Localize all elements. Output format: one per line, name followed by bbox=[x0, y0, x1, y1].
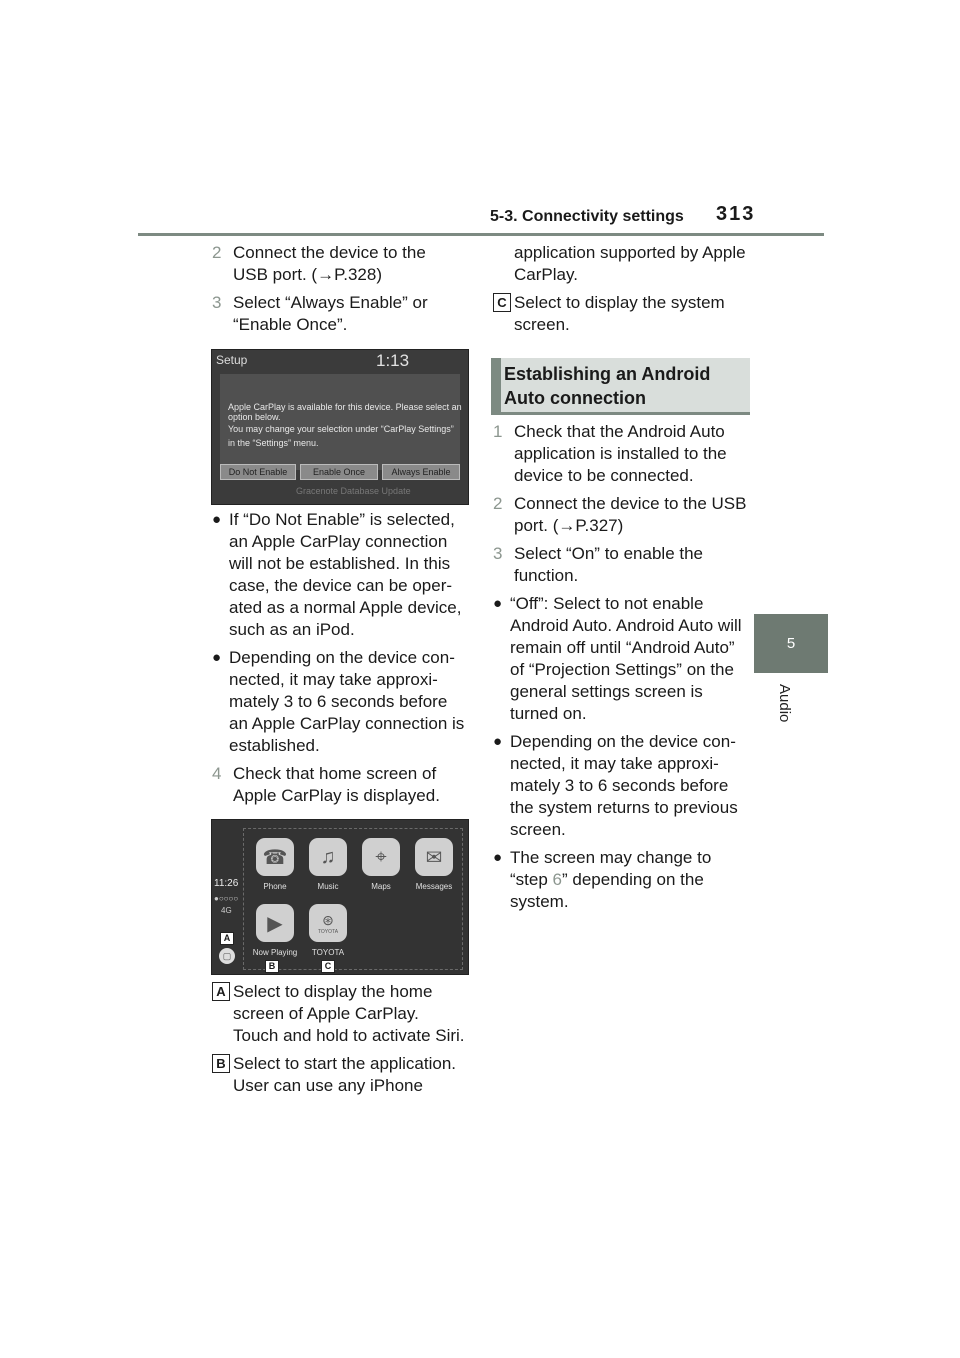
bullet-item bbox=[493, 847, 749, 913]
music-icon[interactable]: ♫ bbox=[309, 838, 347, 876]
chapter-number: 5 bbox=[786, 635, 796, 652]
chapter-tab bbox=[754, 614, 828, 673]
home-button-icon[interactable]: ▢ bbox=[219, 948, 235, 964]
dialog-message-3: in the “Settings” menu. bbox=[228, 438, 319, 448]
callout-a bbox=[212, 981, 468, 1047]
bullet-item bbox=[493, 731, 749, 841]
bullet-text-pre: The screen may change to “step bbox=[510, 848, 712, 889]
callout-text: Select to display the home screen of Apple CarPlay. Touch and hold to activate Siri. bbox=[233, 982, 465, 1045]
left-column-middle bbox=[212, 509, 466, 813]
app-label: Phone bbox=[263, 882, 287, 891]
app-label: TOYOTA bbox=[311, 948, 345, 957]
callout-c bbox=[493, 292, 749, 336]
step-text: Connect the device to the USB port. (→P.328) bbox=[233, 243, 426, 284]
step-number: 1 bbox=[493, 422, 503, 441]
toyota-logo-icon[interactable] bbox=[309, 904, 347, 942]
section-title: 5-3. Connectivity settings bbox=[490, 208, 684, 225]
step-1-right bbox=[493, 421, 749, 487]
bullet-icon: ● bbox=[212, 511, 222, 528]
step-text: Connect the device to the USB port. (→P.327) bbox=[514, 494, 747, 535]
label-c: C bbox=[321, 960, 335, 973]
toyota-logo-text: TOYOTA bbox=[317, 928, 339, 935]
messages-icon[interactable]: ✉ bbox=[415, 838, 453, 876]
setup-screen-image bbox=[211, 349, 469, 505]
step-4-left bbox=[212, 763, 466, 807]
step-3-right bbox=[493, 543, 749, 587]
bullet-icon: ● bbox=[493, 733, 503, 750]
carplay-time: 11:26 bbox=[214, 878, 239, 889]
bullet-text: If “Do Not Enable” is selected, an Apple CarPlay connection will not be established. In this case, the device can be oper-ated as a normal Apple device, such as an iPod. bbox=[229, 510, 462, 639]
dialog-panel bbox=[220, 374, 460, 470]
setup-title: Setup bbox=[216, 353, 248, 367]
page-number: 313 bbox=[716, 203, 756, 225]
header-rule bbox=[138, 233, 824, 236]
phone-icon[interactable]: ☎ bbox=[256, 838, 294, 876]
step-number: 4 bbox=[212, 764, 222, 783]
step-number: 3 bbox=[493, 544, 503, 563]
bullet-text: “Off”: Select to not enable Android Auto. Android Auto will remain off until “Android Auto” of “Projection Settings” on the general settings screen is turned on. bbox=[510, 594, 742, 723]
bullet-text: Depending on the device con-nected, it may take approxi-mately 3 to 6 seconds before the system returns to previous screen. bbox=[510, 732, 738, 839]
bullet-item bbox=[212, 647, 466, 757]
step-number: 2 bbox=[493, 494, 503, 513]
step-number: 3 bbox=[212, 293, 222, 312]
carplay-home-image bbox=[211, 819, 469, 975]
dialog-message-1: Apple CarPlay is available for this device. Please select an option below. bbox=[228, 402, 462, 422]
toyota-emblem-icon: ⊛ bbox=[322, 911, 334, 928]
section-heading: Establishing an Android Auto connection bbox=[491, 358, 750, 415]
bullet-icon: ● bbox=[493, 849, 503, 866]
bullet-text-post: ” depending on the system. bbox=[510, 870, 704, 911]
step-3-left bbox=[212, 292, 464, 336]
left-column-bottom bbox=[212, 981, 468, 1103]
step-text: Check that the Android Auto application is installed to the device to be connected. bbox=[514, 422, 727, 485]
label-b: B bbox=[265, 960, 279, 973]
callout-badge: B bbox=[212, 1054, 230, 1073]
bullet-icon: ● bbox=[493, 595, 503, 612]
continuation-text: application supported by Apple CarPlay. bbox=[514, 243, 746, 284]
callout-text: Select to display the system screen. bbox=[514, 293, 725, 334]
right-column-body bbox=[493, 421, 749, 919]
app-label: Maps bbox=[371, 882, 391, 891]
always-enable-button[interactable]: Always Enable bbox=[382, 464, 460, 480]
maps-icon[interactable]: ⌖ bbox=[362, 838, 400, 876]
app-label: Music bbox=[317, 882, 339, 891]
callout-badge: A bbox=[212, 982, 230, 1001]
callout-badge: C bbox=[493, 293, 511, 312]
label-a: A bbox=[220, 932, 234, 945]
enable-once-button[interactable]: Enable Once bbox=[300, 464, 378, 480]
callout-text: Select to start the application. User can use any iPhone bbox=[233, 1054, 457, 1095]
do-not-enable-button[interactable]: Do Not Enable bbox=[220, 464, 296, 480]
app-label: Messages bbox=[415, 882, 453, 891]
left-column-top bbox=[212, 242, 464, 342]
bullet-item bbox=[212, 509, 466, 641]
step-reference[interactable]: 6 bbox=[552, 870, 562, 889]
step-number: 2 bbox=[212, 243, 222, 262]
right-column-top bbox=[493, 242, 749, 342]
dialog-message-2: You may change your selection under “CarPlay Settings” bbox=[228, 424, 454, 434]
step-2-right bbox=[493, 493, 749, 537]
screen-clock: 1:13 bbox=[376, 351, 410, 370]
step-text: Check that home screen of Apple CarPlay is displayed. bbox=[233, 764, 440, 805]
step-text: Select “Always Enable” or “Enable Once”. bbox=[233, 293, 428, 334]
screen-footer: Gracenote Database Update bbox=[296, 486, 411, 496]
bullet-text: Depending on the device con-nected, it may take approxi-mately 3 to 6 seconds before an Apple CarPlay connection is established. bbox=[229, 648, 465, 755]
bullet-icon: ● bbox=[212, 649, 222, 666]
step-text: Select “On” to enable the function. bbox=[514, 544, 704, 585]
callout-b bbox=[212, 1053, 468, 1097]
carplay-signal: 4G bbox=[221, 906, 232, 915]
signal-dots: ●○○○○ bbox=[214, 894, 239, 903]
step-2-left bbox=[212, 242, 464, 286]
app-label: Now Playing bbox=[252, 948, 298, 957]
now-playing-icon[interactable]: ▶ bbox=[256, 904, 294, 942]
chapter-label: Audio bbox=[776, 684, 793, 723]
bullet-item bbox=[493, 593, 749, 725]
